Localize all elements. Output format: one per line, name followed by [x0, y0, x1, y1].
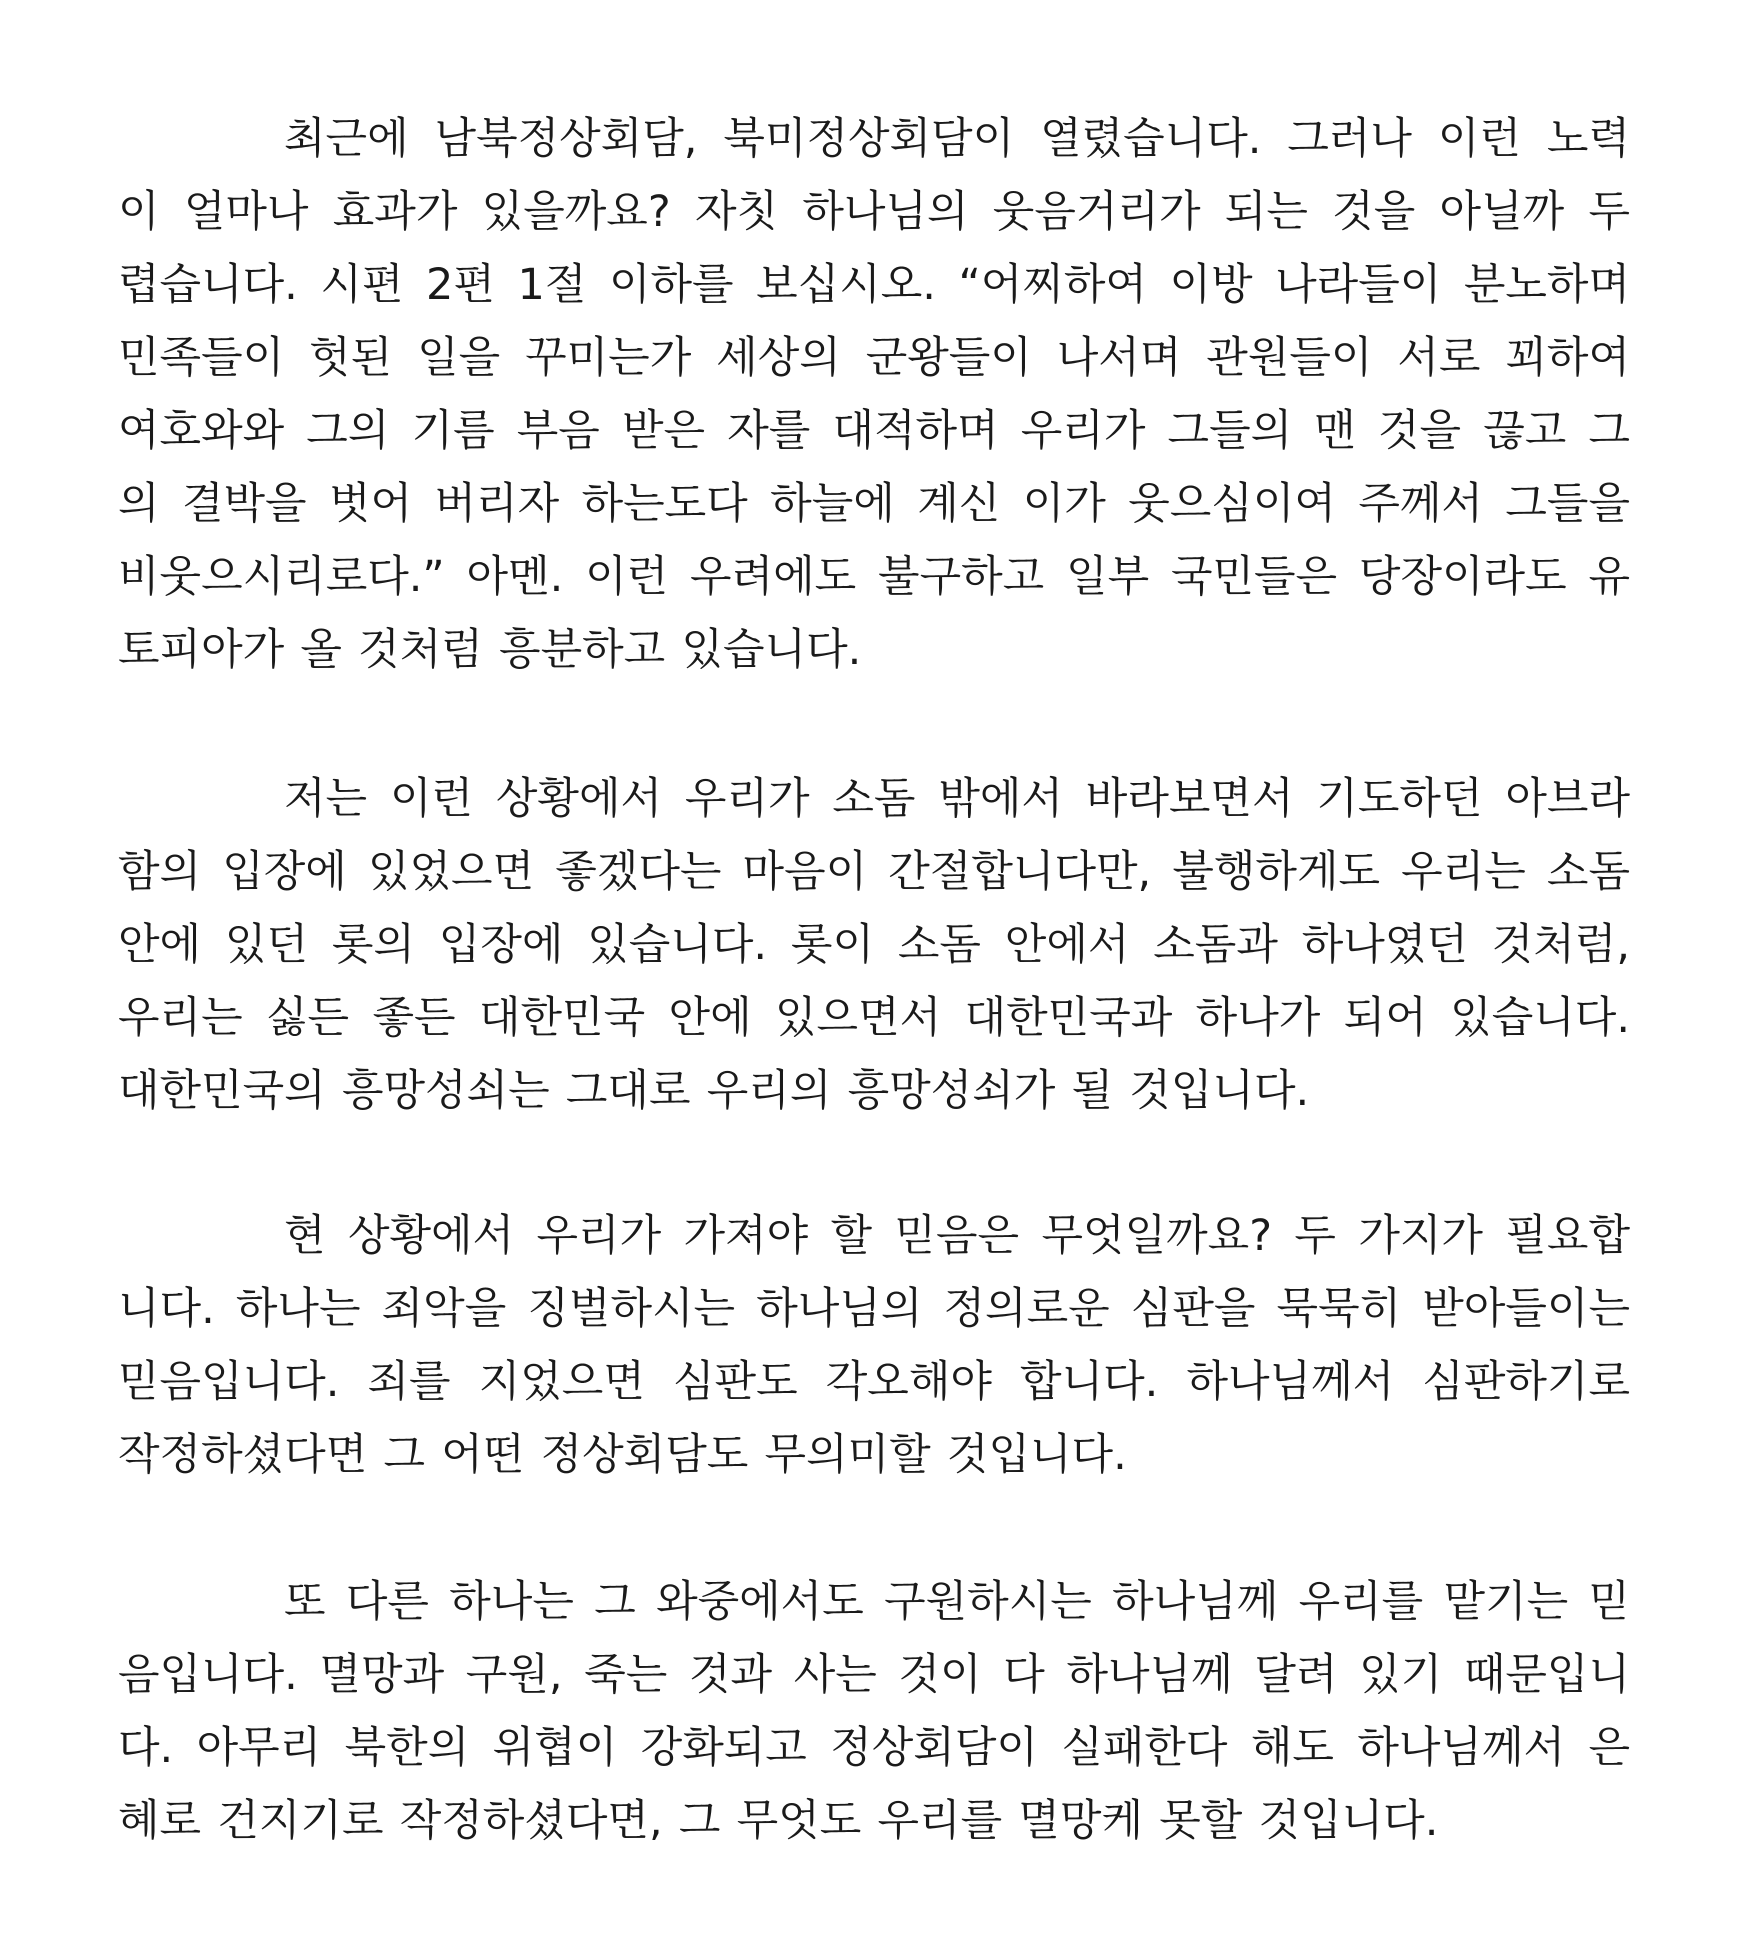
- paragraph-line: 우리는 싫든 좋든 대한민국 안에 있으면서 대한민국과 하나가 되어 있습니다.: [118, 993, 1630, 1043]
- paragraph-line: 이 얼마나 효과가 있을까요? 자칫 하나님의 웃음거리가 되는 것을 아닐까 두: [118, 187, 1630, 237]
- paragraph-4: [118, 1566, 1630, 1858]
- paragraph-line: 토피아가 올 것처럼 흥분하고 있습니다.: [118, 625, 862, 675]
- paragraph-line: 저는 이런 상황에서 우리가 소돔 밖에서 바라보면서 기도하던 아브라: [284, 774, 1630, 824]
- paragraph-line: 의 결박을 벗어 버리자 하는도다 하늘에 계신 이가 웃으심이여 주께서 그들을: [118, 479, 1630, 529]
- paragraph-line: 또 다른 하나는 그 와중에서도 구원하시는 하나님께 우리를 맡기는 믿: [284, 1577, 1630, 1627]
- paragraph-line: 여호와와 그의 기름 부음 받은 자를 대적하며 우리가 그들의 맨 것을 끊고 그: [118, 406, 1630, 456]
- paragraph-line: 민족들이 헛된 일을 꾸미는가 세상의 군왕들이 나서며 관원들이 서로 꾀하여: [118, 333, 1630, 383]
- paragraph-3: [118, 1200, 1630, 1492]
- paragraph-line: 다. 아무리 북한의 위협이 강화되고 정상회담이 실패한다 해도 하나님께서 은: [118, 1723, 1630, 1773]
- paragraph-line: 믿음입니다. 죄를 지었으면 심판도 각오해야 합니다. 하나님께서 심판하기로: [118, 1357, 1630, 1407]
- paragraph-line: 함의 입장에 있었으면 좋겠다는 마음이 간절합니다만, 불행하게도 우리는 소돔: [118, 847, 1630, 897]
- paragraph-line: 렵습니다. 시편 2편 1절 이하를 보십시오. “어찌하여 이방 나라들이 분노하며: [118, 260, 1630, 310]
- paragraph-line: 대한민국의 흥망성쇠는 그대로 우리의 흥망성쇠가 될 것입니다.: [118, 1066, 1310, 1116]
- paragraph-line: 음입니다. 멸망과 구원, 죽는 것과 사는 것이 다 하나님께 달려 있기 때문입니: [118, 1650, 1630, 1700]
- paragraph-line: 최근에 남북정상회담, 북미정상회담이 열렸습니다. 그러나 이런 노력: [284, 114, 1630, 164]
- paragraph-2: [118, 763, 1630, 1128]
- paragraph-1: [118, 103, 1630, 687]
- paragraph-line: 혜로 건지기로 작정하셨다면, 그 무엇도 우리를 멸망케 못할 것입니다.: [118, 1796, 1439, 1846]
- paragraph-line: 비웃으시리로다.” 아멘. 이런 우려에도 불구하고 일부 국민들은 당장이라도 유: [118, 552, 1630, 602]
- paragraph-line: 작정하셨다면 그 어떤 정상회담도 무의미할 것입니다.: [118, 1430, 1127, 1480]
- paragraph-line: 현 상황에서 우리가 가져야 할 믿음은 무엇일까요? 두 가지가 필요합: [284, 1211, 1630, 1261]
- paragraph-line: 니다. 하나는 죄악을 징벌하시는 하나님의 정의로운 심판을 묵묵히 받아들이는: [118, 1284, 1630, 1334]
- paragraph-line: 안에 있던 롯의 입장에 있습니다. 롯이 소돔 안에서 소돔과 하나였던 것처럼,: [118, 920, 1630, 970]
